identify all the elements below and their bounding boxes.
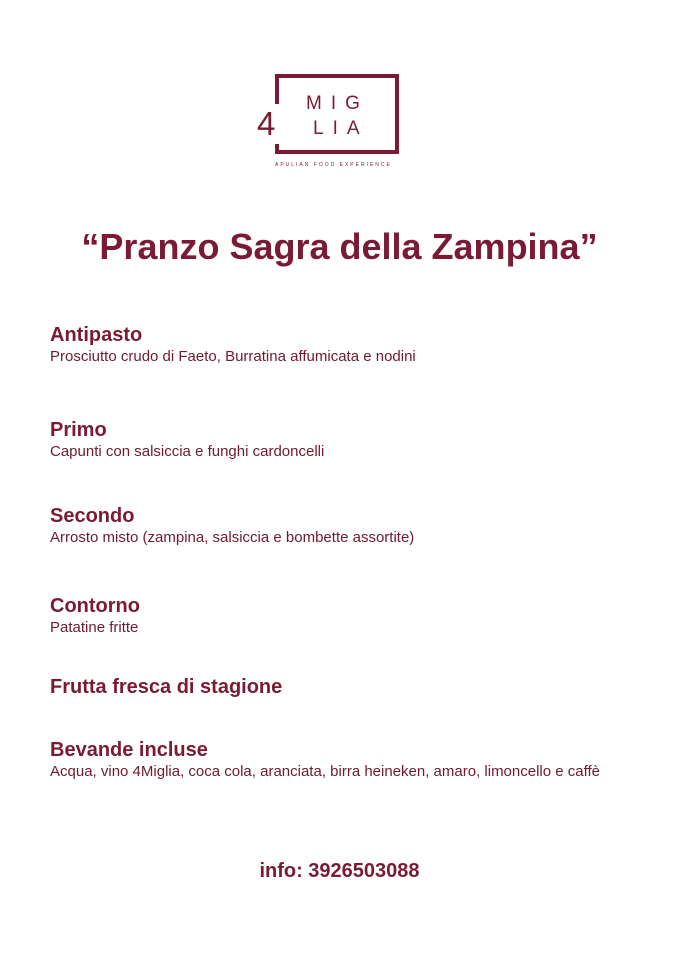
section-bevande xyxy=(50,738,630,781)
section-secondo xyxy=(50,504,630,547)
section-description: Acqua, vino 4Miglia, coca cola, aranciata, birra heineken, amaro, limoncello e caffè xyxy=(50,763,601,780)
logo-number: 4 xyxy=(257,104,297,144)
section-heading: Antipasto xyxy=(50,324,143,346)
section-description: Arrosto misto (zampina, salsiccia e bombette assortite) xyxy=(50,529,415,546)
menu-title: “Pranzo Sagra della Zampina” xyxy=(81,226,598,267)
section-description: Capunti con salsiccia e funghi cardoncelli xyxy=(50,443,325,460)
section-heading: Bevande incluse xyxy=(50,739,208,761)
section-contorno xyxy=(50,594,630,637)
section-heading: Secondo xyxy=(50,505,135,527)
section-description: Prosciutto crudo di Faeto, Burratina affumicata e nodini xyxy=(50,348,416,365)
section-frutta xyxy=(50,675,630,699)
logo xyxy=(257,74,409,174)
section-antipasto xyxy=(50,323,630,366)
section-heading: Contorno xyxy=(50,595,140,617)
logo-tagline: APULIAN FOOD EXPERIENCE xyxy=(275,162,392,168)
section-heading: Primo xyxy=(50,419,107,441)
section-heading: Frutta fresca di stagione xyxy=(50,676,283,698)
section-description: Patatine fritte xyxy=(50,619,139,636)
logo-text-line-2: LIA xyxy=(313,118,369,139)
logo-text-line-1: MIG xyxy=(306,93,369,114)
contact-info: info: 3926503088 xyxy=(259,860,420,882)
section-primo xyxy=(50,418,630,461)
